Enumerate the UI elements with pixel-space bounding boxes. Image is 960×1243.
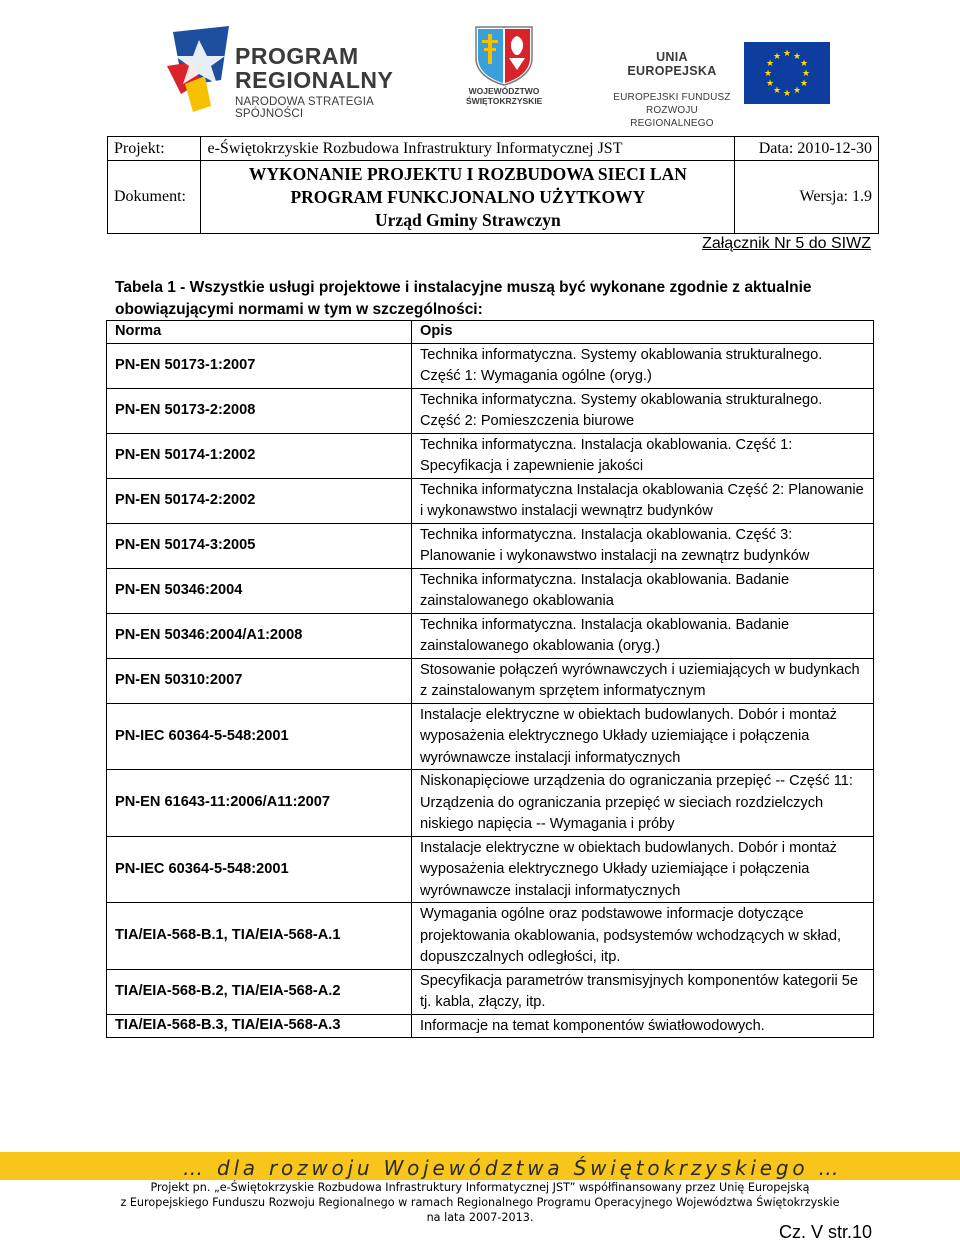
table-row: [107, 343, 874, 388]
footer-note-line3: na lata 2007-2013.: [426, 1211, 534, 1224]
column-header-norma: Norma: [107, 321, 412, 344]
table-header-row: [107, 321, 874, 344]
swietokrzyskie-label: ŚWIĘTOKRZYSKIE: [466, 96, 543, 106]
unia-label: UNIA EUROPEJSKA: [627, 50, 717, 78]
norma-cell: PN-EN 50346:2004: [107, 568, 412, 613]
table-row: [107, 836, 874, 903]
norma-cell: PN-EN 50173-1:2007: [107, 343, 412, 388]
document-title-line3: Urząd Gminy Strawczyn: [375, 209, 561, 230]
eu-flag-icon: [744, 42, 830, 104]
table-row: [107, 433, 874, 478]
opis-cell: Instalacje elektryczne w obiektach budowlanych. Dobór i montaż wyposażenia elektrycznego Układy uziemiające i połączenia wyrównawcze instalacji informatycznych: [412, 836, 874, 903]
norma-cell: PN-EN 50346:2004/A1:2008: [107, 613, 412, 658]
page-number: Cz. V str.10: [778, 1222, 872, 1242]
document-title-line1: WYKONANIE PROJEKTU I ROZBUDOWA SIECI LAN: [248, 163, 687, 184]
svg-text:★: ★: [801, 69, 811, 79]
strategia-label: NARODOWA STRATEGIA SPÓJNOŚCI: [235, 96, 374, 120]
table-row: [107, 388, 874, 433]
opis-cell: Instalacje elektryczne w obiektach budowlanych. Dobór i montaż wyposażenia elektrycznego Układy uziemiające i połączenia wyrównawcze instalacji informatycznych: [412, 703, 874, 770]
document-date: Data: 2010-12-30: [735, 137, 879, 161]
wojewodztwo-logo: [466, 24, 542, 116]
norma-cell: PN-EN 50174-2:2002: [107, 478, 412, 523]
norma-cell: PN-IEC 60364-5-548:2001: [107, 836, 412, 903]
table-row: [107, 1014, 874, 1038]
norma-cell: PN-EN 50174-3:2005: [107, 523, 412, 568]
dokument-label: Dokument:: [108, 161, 201, 234]
projekt-value: e-Świętokrzyskie Rozbudowa Infrastruktury Informatycznej JST: [201, 137, 735, 161]
opis-cell: Wymagania ogólne oraz podstawowe informacje dotyczące projektowania okablowania, podsystemów wchodzących w skład, dopuszczalnych odległości, itp.: [412, 903, 874, 970]
footer-note-line2: z Europejskiego Funduszu Rozwoju Regionalnego w ramach Regionalnego Programu Operacyjnego Województwa Świętokrzyskie: [120, 1196, 840, 1209]
opis-cell: Technika informatyczna. Instalacja okablowania. Część 1: Specyfikacja i zapewnienie jakości: [412, 433, 874, 478]
table-row: [107, 478, 874, 523]
svg-text:★: ★: [772, 86, 782, 96]
program-regionalny-star-icon: [163, 26, 233, 114]
table-row: [107, 568, 874, 613]
table-row: [107, 770, 874, 837]
regionalny-label: REGIONALNY: [235, 67, 394, 93]
svg-text:★: ★: [765, 79, 775, 89]
opis-cell: Technika informatyczna Instalacja okablowania Część 2: Planowanie i wykonawstwo instalacji wewnątrz budynków: [412, 478, 874, 523]
program-label: PROGRAM: [235, 43, 359, 69]
table-caption: Tabela 1 - Wszystkie usługi projektowe i instalacyjne muszą być wykonane zgodnie z aktualnie obowiązującymi normami w tym w szczególności:: [115, 279, 812, 318]
unia-europejska-logo: [610, 42, 830, 129]
attachment-label: Załącznik Nr 5 do SIWZ: [702, 235, 871, 252]
norma-cell: PN-EN 50174-1:2002: [107, 433, 412, 478]
opis-cell: Technika informatyczna. Instalacja okablowania. Badanie zainstalowanego okablowania: [412, 568, 874, 613]
norma-cell: TIA/EIA-568-B.3, TIA/EIA-568-A.3: [107, 1014, 412, 1038]
norma-cell: PN-EN 50310:2007: [107, 658, 412, 703]
footer-note: [0, 1180, 960, 1225]
opis-cell: Niskonapięciowe urządzenia do ograniczania przepięć -- Część 11: Urządzenia do ograniczania przepięć w sieciach rozdzielczych niskiego napięcia -- Wymagania i próby: [412, 770, 874, 837]
norma-cell: TIA/EIA-568-B.1, TIA/EIA-568-A.1: [107, 903, 412, 970]
svg-text:★: ★: [772, 52, 782, 62]
table-row: [107, 903, 874, 970]
svg-text:★: ★: [763, 69, 773, 79]
svg-text:★: ★: [765, 59, 775, 69]
document-version: Wersja: 1.9: [735, 161, 879, 234]
fundusz-label: EUROPEJSKI FUNDUSZ: [613, 92, 731, 103]
svg-text:★: ★: [782, 49, 792, 59]
norma-cell: TIA/EIA-568-B.2, TIA/EIA-568-A.2: [107, 969, 412, 1014]
projekt-label: Projekt:: [108, 137, 201, 161]
document-title: [201, 161, 735, 234]
svg-text:★: ★: [799, 79, 809, 89]
svg-text:★: ★: [792, 86, 802, 96]
svg-text:★: ★: [782, 89, 792, 99]
opis-cell: Technika informatyczna. Systemy okablowania strukturalnego. Część 2: Pomieszczenia biurowe: [412, 388, 874, 433]
svg-text:★: ★: [799, 59, 809, 69]
table-row: [107, 613, 874, 658]
opis-cell: Technika informatyczna. Instalacja okablowania. Część 3: Planowanie i wykonawstwo instalacji na zewnątrz budynków: [412, 523, 874, 568]
table-row: [107, 703, 874, 770]
document-title-line2: PROGRAM FUNKCJONALNO UŻYTKOWY: [290, 186, 646, 207]
opis-cell: Technika informatyczna. Instalacja okablowania. Badanie zainstalowanego okablowania (oryg.): [412, 613, 874, 658]
program-regionalny-logo: [163, 26, 428, 120]
column-header-opis: Opis: [412, 321, 874, 344]
opis-cell: Stosowanie połączeń wyrównawczych i uziemiających w budynkach z zainstalowanym sprzętem informatycznym: [412, 658, 874, 703]
norma-cell: PN-IEC 60364-5-548:2001: [107, 703, 412, 770]
footer-slogan: … dla rozwoju Województwa Świętokrzyskiego …: [183, 1156, 843, 1180]
document-header-table: [107, 136, 879, 234]
rozwoju-label: ROZWOJU REGIONALNEGO: [630, 105, 714, 129]
opis-cell: Specyfikacja parametrów transmisyjnych komponentów kategorii 5e tj. kabla, złączy, itp.: [412, 969, 874, 1014]
opis-cell: Technika informatyczna. Systemy okablowania strukturalnego. Część 1: Wymagania ogólne (oryg.): [412, 343, 874, 388]
svg-text:★: ★: [792, 52, 802, 62]
table-row: [107, 658, 874, 703]
norma-cell: PN-EN 50173-2:2008: [107, 388, 412, 433]
table-row: [107, 523, 874, 568]
coat-of-arms-icon: [473, 24, 535, 86]
norms-table: [106, 320, 874, 1038]
logo-bar: [0, 20, 960, 129]
table-row: [107, 969, 874, 1014]
footer-note-line1: Projekt pn. „e-Świętokrzyskie Rozbudowa Infrastruktury Informatycznej JST” współfinansowany przez Unię Europejską: [150, 1181, 810, 1194]
wojewodztwo-label: WOJEWÓDZTWO: [468, 86, 540, 96]
opis-cell: Informacje na temat komponentów światłowodowych.: [412, 1014, 874, 1038]
norma-cell: PN-EN 61643-11:2006/A11:2007: [107, 770, 412, 837]
